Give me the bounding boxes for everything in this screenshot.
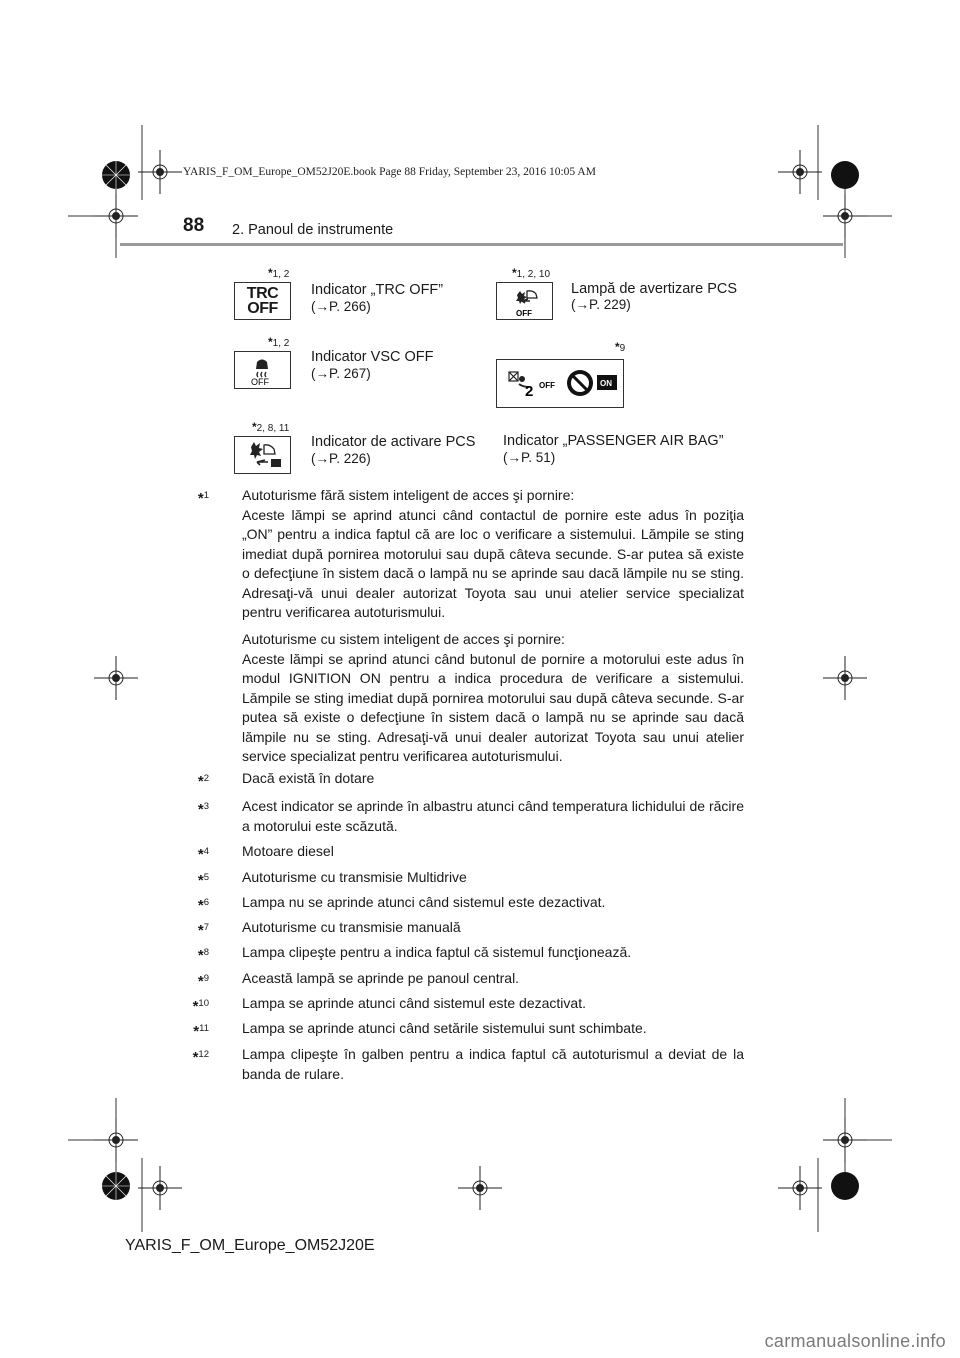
footnote-text: Autoturisme cu transmisie Multidrive bbox=[242, 869, 467, 885]
indicator-note-ref: *1, 2, 10 bbox=[512, 266, 551, 280]
collision-icon bbox=[497, 283, 551, 319]
indicator-note-ref: *9 bbox=[615, 340, 626, 354]
icon-text: OFF bbox=[247, 300, 278, 317]
svg-text:OFF: OFF bbox=[539, 381, 555, 390]
collision-icon bbox=[235, 437, 289, 473]
footnote: *$^2$ Dacă există în dotare bbox=[210, 769, 744, 789]
page-reference: (→P. 229) bbox=[571, 297, 631, 312]
footnote: *$^5$ Autoturisme cu transmisie Multidrive bbox=[210, 868, 744, 888]
page-reference: (→P. 51) bbox=[503, 450, 556, 465]
footnote: *$^7$ Autoturisme cu transmisie manuală bbox=[210, 918, 744, 938]
indicator-label: Indicator „PASSENGER AIR BAG” bbox=[503, 433, 724, 449]
footnote: *$^8$ Lampa clipeşte pentru a indica faptul că sistemul funcţionează. bbox=[210, 943, 744, 963]
page-reference: (→P. 267) bbox=[311, 366, 371, 381]
page-reference: (→P. 266) bbox=[311, 299, 371, 314]
pcs-warning-icon bbox=[496, 282, 553, 320]
indicator-note-ref: *1, 2 bbox=[268, 335, 290, 349]
indicator-label: Indicator VSC OFF bbox=[311, 349, 434, 365]
footnote-text: Lampa clipeşte pentru a indica faptul că sistemul funcţionează. bbox=[242, 944, 632, 960]
trc-off-icon bbox=[234, 282, 291, 320]
footnote: *$^3$ Acest indicator se aprinde în albastru atunci când temperatura lichidului de răcire a motorului este scăzută. bbox=[210, 797, 744, 836]
footnote: *$^1$ Autoturisme fără sistem inteligent de acces şi pornire: Aceste lămpi se aprind atunci când contactul de pornire este adus în poziţia „ON” pentru a indica faptul că are loc o verificare a sistemului. Lămpile se sting imediat după pornirea motorului sau după câteva secunde. S-ar putea să existe o defecţiune în sistem dacă o lampă nu se aprinde sau dacă lămpile nu se sting. Adresaţi-vă unui dealer autorizat Toyota sau unui atelier service specializat pentru verificarea autoturismului. bbox=[210, 486, 744, 623]
vsc-off-icon bbox=[234, 351, 291, 389]
footnote: *$^6$ Lampa nu se aprinde atunci când sistemul este dezactivat. bbox=[210, 893, 744, 913]
indicator-note-ref: *2, 8, 11 bbox=[252, 420, 290, 434]
footnote-text: Autoturisme fără sistem inteligent de acces şi pornire: bbox=[242, 487, 575, 503]
footnote-text: Această lampă se aprinde pe panoul central. bbox=[242, 970, 520, 986]
footnote: *$^4$ Motoare diesel bbox=[210, 842, 744, 862]
footnote-text: Aceste lămpi se aprind atunci când butonul de pornire a motorului este adus în modul IGNITION ON pentru a indica procedura de verificare a sistemului. Lămpile se sting imediat după pornirea motorului sau după câteva secunde. S-ar putea să existe o defecţiune în sistem dacă o lampă nu se aprinde sau dacă lămpile nu se sting. Adresaţi-vă unui dealer autorizat Toyota sau unui atelier service specializat pentru verificarea autoturismului. bbox=[242, 650, 744, 764]
svg-text:OFF: OFF bbox=[251, 377, 269, 387]
passenger-airbag-icon bbox=[496, 359, 624, 408]
header-rule bbox=[120, 243, 843, 246]
skid-car-icon bbox=[235, 352, 289, 388]
footnote-text: Aceste lămpi se aprind atunci când contactul de pornire este adus în poziţia „ON” pentru a indica faptul că are loc o verificare a sistemului. Lămpile se sting imediat după pornirea motorului sau după câteva secunde. S-ar putea să existe o defecţiune în sistem dacă o lampă nu se aprinde sau dacă lămpile nu se sting. Adresaţi-vă unui dealer autorizat Toyota sau unui atelier service specializat pentru verificarea autoturismului. bbox=[242, 506, 744, 620]
pcs-activation-icon bbox=[234, 436, 291, 474]
watermark: carmanualsonline.info bbox=[764, 1331, 946, 1351]
footnote-text: Lampa se aprinde atunci când setările sistemului sunt schimbate. bbox=[242, 1020, 647, 1036]
footnote: *$^9$ Această lampă se aprinde pe panoul central. bbox=[210, 969, 744, 989]
footnote-text: Autoturisme cu transmisie manuală bbox=[242, 919, 461, 935]
footnote-text: Lampa se aprinde atunci când sistemul este dezactivat. bbox=[242, 995, 586, 1011]
print-header: YARIS_F_OM_Europe_OM52J20E.book Page 88 Friday, September 23, 2016 10:05 AM bbox=[183, 166, 596, 178]
footnote-text: Dacă există în dotare bbox=[242, 770, 375, 786]
airbag-status-icon bbox=[497, 360, 623, 406]
footnote-text: Acest indicator se aprinde în albastru atunci când temperatura lichidului de răcire a motorului este scăzută. bbox=[242, 798, 744, 834]
icon-text: TRC bbox=[246, 285, 279, 302]
section-title: 2. Panoul de instrumente bbox=[232, 222, 394, 238]
footnote: *$^{11}$ Lampa se aprinde atunci când setările sistemului sunt schimbate. bbox=[210, 1019, 744, 1039]
footnote-text: Autoturisme cu sistem inteligent de acces şi pornire: bbox=[242, 631, 565, 647]
page-reference: (→P. 226) bbox=[311, 451, 371, 466]
footnote-paragraph bbox=[242, 630, 744, 767]
svg-text:OFF: OFF bbox=[516, 309, 532, 318]
indicator-label: Lampă de avertizare PCS bbox=[571, 281, 738, 297]
indicator-label: Indicator „TRC OFF” bbox=[311, 282, 444, 298]
indicator-label: Indicator de activare PCS bbox=[311, 434, 476, 450]
footnote-text: Motoare diesel bbox=[242, 843, 334, 859]
footnote: *$^{12}$ Lampa clipeşte în galben pentru a indica faptul că autoturismul a deviat de la banda de rulare. bbox=[210, 1045, 744, 1084]
indicator-note-ref: *1, 2 bbox=[268, 266, 290, 280]
svg-text:ON: ON bbox=[600, 379, 612, 388]
footnote: *$^{10}$ Lampa se aprinde atunci când sistemul este dezactivat. bbox=[210, 994, 744, 1014]
svg-text:2: 2 bbox=[525, 383, 534, 400]
footnote-text: Lampa clipeşte în galben pentru a indica faptul că autoturismul a deviat de la banda de rulare. bbox=[242, 1046, 744, 1082]
page-number: 88 bbox=[183, 215, 205, 236]
document-footer: YARIS_F_OM_Europe_OM52J20E bbox=[125, 1237, 375, 1254]
footnote-text: Lampa nu se aprinde atunci când sistemul este dezactivat. bbox=[242, 894, 606, 910]
